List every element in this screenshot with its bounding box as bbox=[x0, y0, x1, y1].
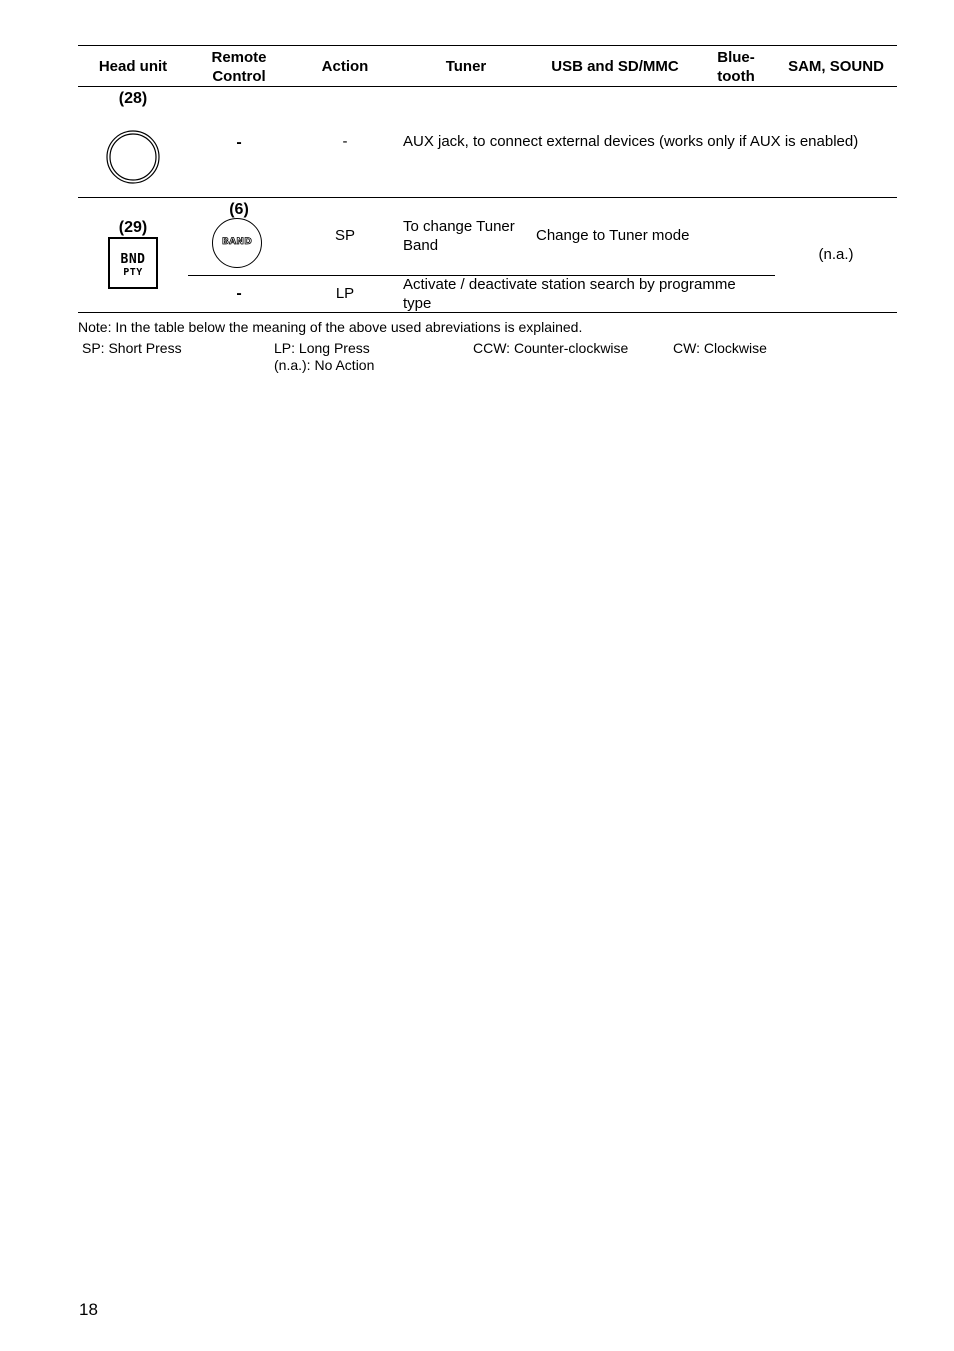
row-29-lp-remote: - bbox=[236, 285, 242, 302]
header-usb: USB and SD/MMC bbox=[551, 58, 679, 75]
row-29-lp-tuner-line2: type bbox=[403, 295, 432, 312]
header-remote-line1: Remote bbox=[211, 49, 267, 66]
header-action: Action bbox=[321, 58, 369, 75]
band-remote-label: BAND bbox=[221, 237, 253, 247]
abbr-long-press: LP: Long Press bbox=[274, 340, 370, 356]
header-bluetooth-line1: Blue- bbox=[717, 49, 755, 66]
bnd-pty-bottom-label: PTY bbox=[123, 267, 143, 278]
header-tuner: Tuner bbox=[445, 58, 487, 75]
row-28-action: - bbox=[342, 133, 348, 150]
row-29-sam: (n.a.) bbox=[818, 246, 854, 263]
row-29-sp-tuner-line2: Band bbox=[403, 237, 439, 254]
aux-jack-icon bbox=[105, 129, 161, 185]
header-remote-line2: Control bbox=[212, 68, 266, 85]
abbr-clockwise: CW: Clockwise bbox=[673, 340, 767, 356]
row-29-remote-number: (6) bbox=[229, 201, 249, 218]
header-bluetooth-line2: tooth bbox=[717, 68, 755, 85]
abbr-no-action: (n.a.): No Action bbox=[274, 357, 375, 373]
row-29-sp-tuner-line1: To change Tuner bbox=[403, 218, 515, 235]
row-29-lp-action: LP bbox=[335, 285, 355, 302]
abbr-short-press: SP: Short Press bbox=[82, 340, 182, 356]
row-29-sp-usb: Change to Tuner mode bbox=[536, 227, 690, 244]
row-29-number: (29) bbox=[118, 219, 148, 236]
band-remote-button-icon bbox=[212, 218, 262, 268]
header-sam-sound: SAM, SOUND bbox=[788, 58, 884, 75]
row-29-lp-tuner-line1: Activate / deactivate station search by programme bbox=[403, 276, 736, 293]
page-number: 18 bbox=[79, 1300, 98, 1319]
abbreviation-note: Note: In the table below the meaning of the above used abreviations is explained. bbox=[78, 319, 583, 335]
bnd-pty-top-label: BND bbox=[120, 252, 146, 267]
header-head-unit: Head unit bbox=[98, 58, 168, 75]
abbr-counter-clockwise: CCW: Counter-clockwise bbox=[473, 340, 629, 356]
row-29-sp-action: SP bbox=[334, 227, 355, 244]
header-bottom-rule bbox=[78, 86, 897, 87]
bnd-pty-button-icon bbox=[108, 237, 158, 289]
row-28-description: AUX jack, to connect external devices (works only if AUX is enabled) bbox=[403, 133, 859, 150]
row-28-number: (28) bbox=[118, 90, 148, 107]
row-28-remote: - bbox=[236, 134, 242, 151]
row-28-bottom-rule bbox=[78, 197, 897, 198]
table-top-rule bbox=[78, 45, 897, 46]
table-bottom-rule bbox=[78, 312, 897, 313]
